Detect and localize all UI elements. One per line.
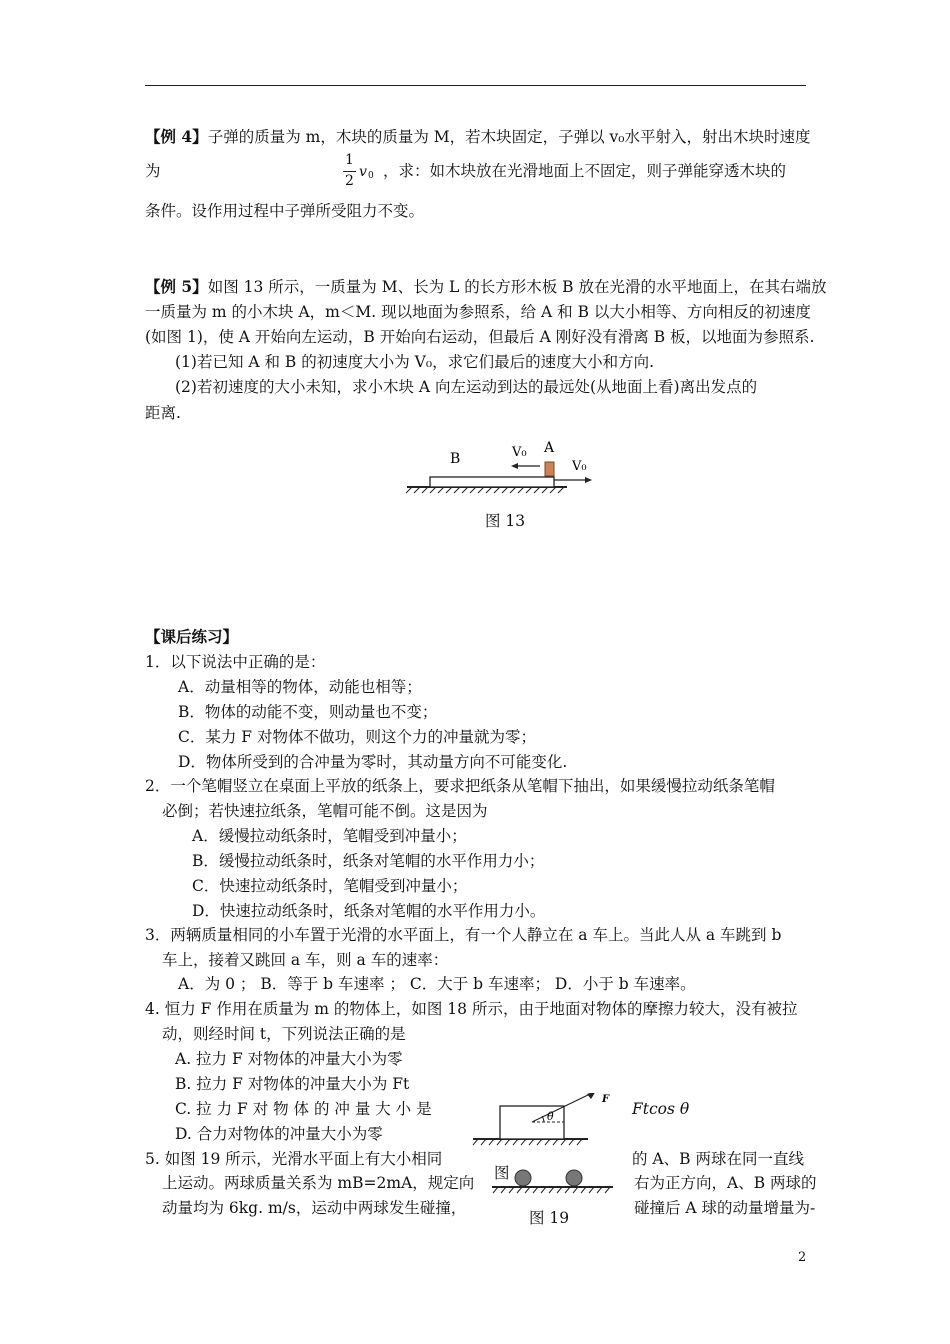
example-5-question-2b: 距离. (145, 404, 181, 422)
block-a (545, 462, 554, 476)
q1-stem: 1．以下说法中正确的是： (145, 653, 326, 671)
label-b: B (450, 451, 461, 467)
q2-option-d: D．快速拉动纸条时，纸条对笔帽的水平作用力小。 (192, 902, 546, 920)
q4-stem-2: 动，则经时间 t，下列说法正确的是 (162, 1025, 406, 1043)
q5-line-2-right: 右为正方向，A、B 两球的 (634, 1174, 817, 1192)
example-5-question-2a: (2)若初速度的大小未知，求小木块 A 向左运动到达的最远处(从地面上看)离出发点的 (175, 378, 758, 396)
q4-option-c-value: Ftcos θ (632, 1100, 690, 1118)
q4-option-c: C. 拉 力 F 对 物 体 的 冲 量 大 小 是 (175, 1100, 432, 1118)
fraction-subscript: 0 (368, 171, 374, 181)
example-4-line-3: 条件。设作用过程中子弹所受阻力不变。 (145, 202, 425, 220)
q3-stem-2: 车上，接着又跳回 a 车，则 a 车的速率： (162, 951, 449, 969)
q4-option-b: B. 拉力 F 对物体的冲量大小为 Ft (175, 1075, 410, 1093)
q1-option-d: D．物体所受到的合冲量为零时，其动量方向不可能变化. (178, 753, 568, 771)
figure-19-caption: 图 19 (529, 1209, 570, 1227)
label-v0-right: V₀ (572, 459, 587, 474)
q1-option-a: A．动量相等的物体，动能也相等； (178, 678, 422, 696)
page-number: 2 (798, 1250, 807, 1265)
q3-options: A．为 0 ； B．等于 b 车速率 ； C．大于 b 车速率； D．小于 b 车速率。 (178, 975, 696, 993)
label-a: A (544, 440, 555, 456)
figure-18-diagram (470, 1093, 620, 1153)
figure-13-caption: 图 13 (485, 512, 526, 530)
example-5-question-1: (1)若已知 A 和 B 的初速度大小为 V₀，求它们最后的速度大小和方向. (175, 353, 655, 371)
practice-title: 【课后练习】 (145, 627, 239, 646)
q5-line-3-right: 碰撞后 A 球的动量增量为- (634, 1199, 816, 1217)
q1-option-c: C．某力 F 对物体不做功，则这个力的冲量就为零； (178, 728, 536, 746)
example-4-line-2b: ，求：如木块放在光滑地面上不固定，则子弹能穿透木块的 (383, 162, 787, 180)
arrow-left-icon (511, 463, 518, 469)
force-label: F (602, 1094, 610, 1105)
fraction-variable: v (359, 164, 367, 180)
figure-13-diagram (400, 435, 600, 505)
example-5-text-1: 如图 13 所示，一质量为 M、长为 L 的长方形木板 B 放在光滑的水平地面上，在其右端放 (207, 278, 827, 296)
q4-stem-1: 4. 恒力 F 作用在质量为 m 的物体上，如图 18 所示，由于地面对物体的摩擦力较大，没有被拉 (145, 1000, 798, 1018)
force-arrow-icon (587, 1093, 596, 1099)
q2-option-b: B．缓慢拉动纸条时，纸条对笔帽的水平作用力小； (192, 852, 545, 870)
ball-a (515, 1170, 531, 1186)
q4-option-a: A. 拉力 F 对物体的冲量大小为零 (175, 1050, 403, 1068)
q5-line-3-left: 动量均为 6kg. m/s，运动中两球发生碰撞， (162, 1199, 467, 1217)
q2-stem-2: 必倒；若快速拉纸条，笔帽可能不倒。这是因为 (162, 802, 488, 820)
board-b (430, 477, 554, 487)
example-5-line-2: 一质量为 m 的小木块 A，m＜M. 现以地面为参照系，给 A 和 B 以大小相等、方向相反的初速度 (145, 303, 811, 321)
q2-stem-1: 2．一个笔帽竖立在桌面上平放的纸条上，要求把纸条从笔帽下抽出，如果缓慢拉动纸条笔帽 (145, 777, 775, 795)
figure-19-diagram (490, 1160, 620, 1200)
q4-option-d: D. 合力对物体的冲量大小为零 (175, 1125, 383, 1143)
q5-line-1-left: 5. 如图 19 所示，光滑水平面上有大小相同 (145, 1150, 443, 1168)
arrow-right-icon (585, 477, 592, 483)
q5-line-2-left: 上运动。两球质量关系为 mB=2mA，规定向 (162, 1174, 475, 1192)
example-4-line-1 (145, 127, 811, 147)
example-5-heading: 【例 5】 (145, 277, 208, 296)
header-rule (145, 85, 806, 86)
q1-option-b: B．物体的动能不变，则动量也不变； (178, 703, 438, 721)
fraction-bar (343, 171, 356, 172)
fraction-numerator: 1 (345, 152, 354, 168)
q3-stem-1: 3．两辆质量相同的小车置于光滑的水平面上，有一个人静立在 a 车上。当此人从 a 车跳到 b (145, 926, 782, 944)
fraction-half-v0 (343, 152, 383, 192)
q5-line-1-right: 的 A、B 两球在同一直线 (632, 1150, 804, 1168)
q2-option-a: A．缓慢拉动纸条时，笔帽受到冲量小； (192, 827, 467, 845)
example-4-heading: 【例 4】 (145, 127, 208, 146)
figure-18-label: 图 (494, 1164, 510, 1182)
fraction-denominator: 2 (345, 173, 354, 189)
ball-b (566, 1170, 582, 1186)
label-v0-left: V₀ (512, 445, 527, 460)
example-5-line-3: (如图 1)，使 A 开始向左运动，B 开始向右运动，但最后 A 刚好没有滑离 B 板，以地面为参照系. (145, 328, 815, 346)
q2-option-c: C．快速拉动纸条时，笔帽受到冲量小； (192, 877, 468, 895)
example-5-line-1 (145, 277, 826, 297)
example-4-text-1: 子弹的质量为 m，木块的质量为 M，若木块固定，子弹以 v₀水平射入，射出木块时速度 (207, 128, 811, 146)
example-4-line-2a: 为 (145, 162, 161, 180)
angle-label: θ (547, 1110, 554, 1123)
